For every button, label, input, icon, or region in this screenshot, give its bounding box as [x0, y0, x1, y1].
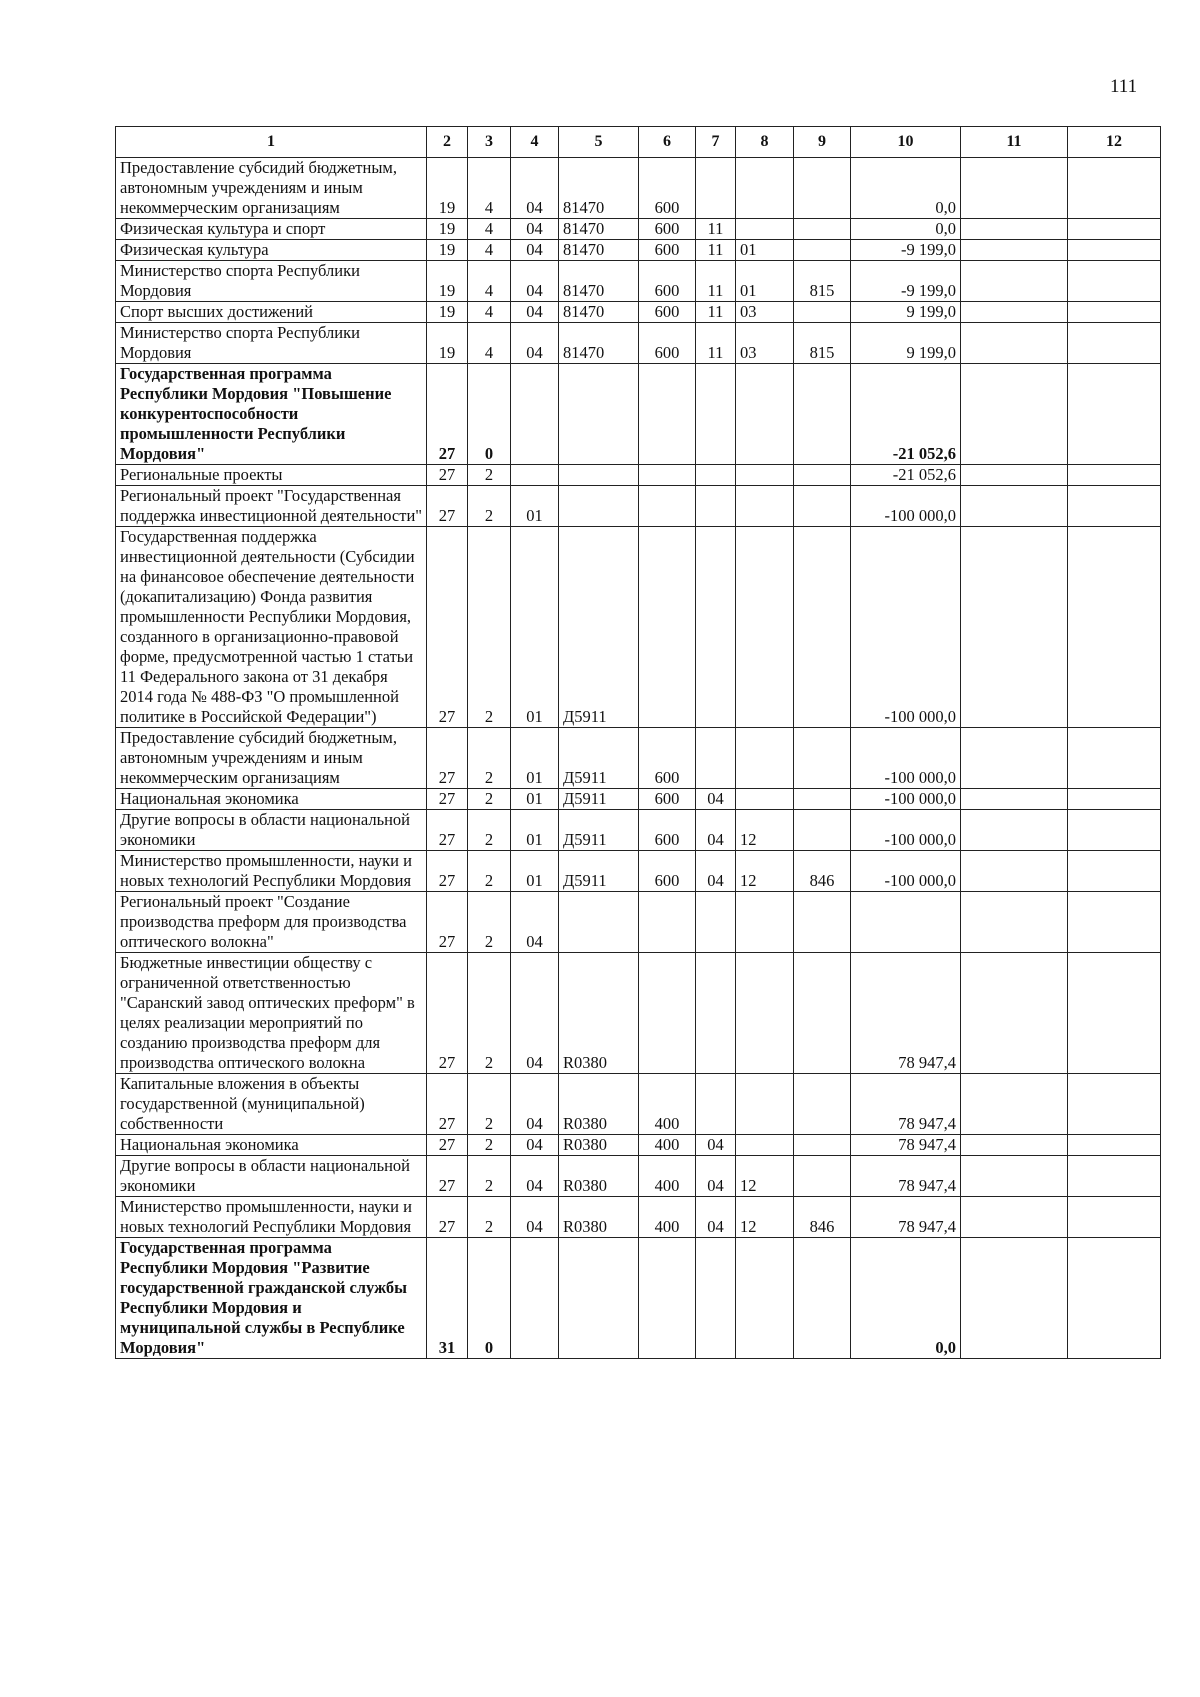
code-cell: 2 — [468, 1156, 511, 1197]
code-cell — [736, 1074, 794, 1135]
header-row — [116, 127, 1161, 158]
code-cell: 01 — [511, 789, 559, 810]
amount-cell — [961, 486, 1068, 527]
header-cell: 9 — [794, 127, 851, 158]
code-cell — [696, 953, 736, 1074]
code-cell — [511, 1238, 559, 1359]
code-cell — [639, 486, 696, 527]
header-cell: 11 — [961, 127, 1068, 158]
code-cell — [559, 1238, 639, 1359]
code-cell: 4 — [468, 240, 511, 261]
code-cell — [794, 219, 851, 240]
code-cell: 04 — [511, 323, 559, 364]
row-name-cell: Государственная программа Республики Мордовия "Развитие государственной гражданской службы Республики Мордовия и муниципальной службы в Республике Мордовия" — [116, 1238, 427, 1359]
code-cell — [736, 158, 794, 219]
row-name-cell: Предоставление субсидий бюджетным, автономным учреждениям и иным некоммерческим организациям — [116, 728, 427, 789]
code-cell: 03 — [736, 302, 794, 323]
code-cell — [736, 465, 794, 486]
code-cell — [696, 527, 736, 728]
code-cell: 04 — [696, 810, 736, 851]
amount-cell — [1068, 789, 1161, 810]
code-cell: 04 — [511, 1135, 559, 1156]
code-cell: R0380 — [559, 953, 639, 1074]
code-cell: 04 — [511, 240, 559, 261]
code-cell: 27 — [427, 728, 468, 789]
code-cell: 12 — [736, 851, 794, 892]
code-cell: 600 — [639, 851, 696, 892]
code-cell: 03 — [736, 323, 794, 364]
code-cell: 2 — [468, 1135, 511, 1156]
amount-cell — [961, 465, 1068, 486]
code-cell: 12 — [736, 1197, 794, 1238]
code-cell: 600 — [639, 302, 696, 323]
code-cell: 81470 — [559, 323, 639, 364]
code-cell: 27 — [427, 527, 468, 728]
amount-cell — [961, 810, 1068, 851]
table-row — [116, 219, 1161, 240]
code-cell: 19 — [427, 302, 468, 323]
code-cell: 01 — [511, 810, 559, 851]
code-cell: 600 — [639, 810, 696, 851]
code-cell: 815 — [794, 261, 851, 302]
page-number: 111 — [1110, 76, 1138, 97]
code-cell: 2 — [468, 810, 511, 851]
code-cell: 27 — [427, 1135, 468, 1156]
amount-cell: 9 199,0 — [851, 302, 961, 323]
code-cell — [511, 465, 559, 486]
amount-cell — [961, 1135, 1068, 1156]
table-row — [116, 1197, 1161, 1238]
code-cell — [696, 1238, 736, 1359]
amount-cell: -100 000,0 — [851, 486, 961, 527]
table-row — [116, 1074, 1161, 1135]
amount-cell — [1068, 240, 1161, 261]
table-row — [116, 240, 1161, 261]
code-cell: 400 — [639, 1074, 696, 1135]
code-cell — [794, 1238, 851, 1359]
code-cell: 81470 — [559, 261, 639, 302]
amount-cell — [1068, 465, 1161, 486]
code-cell: 19 — [427, 219, 468, 240]
code-cell — [639, 364, 696, 465]
code-cell: 27 — [427, 364, 468, 465]
code-cell: 2 — [468, 892, 511, 953]
code-cell: 27 — [427, 1074, 468, 1135]
amount-cell: 78 947,4 — [851, 1156, 961, 1197]
amount-cell — [961, 1238, 1068, 1359]
code-cell: 2 — [468, 465, 511, 486]
row-name-cell: Физическая культура и спорт — [116, 219, 427, 240]
budget-table — [115, 126, 1161, 1359]
code-cell: 19 — [427, 158, 468, 219]
code-cell: 04 — [696, 1135, 736, 1156]
code-cell — [736, 728, 794, 789]
amount-cell: -100 000,0 — [851, 789, 961, 810]
code-cell: 04 — [511, 219, 559, 240]
code-cell: 600 — [639, 261, 696, 302]
code-cell: Д5911 — [559, 527, 639, 728]
amount-cell — [961, 728, 1068, 789]
code-cell: 2 — [468, 953, 511, 1074]
row-name-cell: Министерство промышленности, науки и новых технологий Республики Мордовия — [116, 1197, 427, 1238]
amount-cell — [961, 1074, 1068, 1135]
code-cell — [639, 953, 696, 1074]
code-cell: 01 — [736, 261, 794, 302]
code-cell: 12 — [736, 1156, 794, 1197]
amount-cell — [961, 789, 1068, 810]
code-cell: Д5911 — [559, 789, 639, 810]
code-cell: 27 — [427, 892, 468, 953]
row-name-cell: Региональный проект "Государственная поддержка инвестиционной деятельности" — [116, 486, 427, 527]
amount-cell — [961, 364, 1068, 465]
code-cell — [736, 1135, 794, 1156]
code-cell — [736, 486, 794, 527]
code-cell: 19 — [427, 261, 468, 302]
code-cell — [794, 892, 851, 953]
code-cell: 2 — [468, 728, 511, 789]
code-cell: 600 — [639, 728, 696, 789]
code-cell: 27 — [427, 1156, 468, 1197]
code-cell: 27 — [427, 486, 468, 527]
row-name-cell: Спорт высших достижений — [116, 302, 427, 323]
table-body — [116, 158, 1161, 1359]
code-cell — [736, 219, 794, 240]
amount-cell — [1068, 364, 1161, 465]
table-row — [116, 953, 1161, 1074]
code-cell: 81470 — [559, 158, 639, 219]
code-cell — [794, 810, 851, 851]
row-name-cell: Другие вопросы в области национальной экономики — [116, 810, 427, 851]
code-cell: 815 — [794, 323, 851, 364]
row-name-cell: Национальная экономика — [116, 789, 427, 810]
amount-cell — [961, 323, 1068, 364]
table-row — [116, 1238, 1161, 1359]
code-cell: 400 — [639, 1135, 696, 1156]
code-cell — [696, 486, 736, 527]
code-cell: 11 — [696, 302, 736, 323]
code-cell — [736, 1238, 794, 1359]
code-cell — [639, 892, 696, 953]
code-cell — [696, 1074, 736, 1135]
code-cell: 4 — [468, 261, 511, 302]
code-cell: 04 — [696, 789, 736, 810]
code-cell: 2 — [468, 1197, 511, 1238]
amount-cell: -100 000,0 — [851, 728, 961, 789]
amount-cell: -9 199,0 — [851, 261, 961, 302]
code-cell — [639, 465, 696, 486]
table-row — [116, 728, 1161, 789]
code-cell — [639, 527, 696, 728]
code-cell: 4 — [468, 158, 511, 219]
amount-cell — [1068, 261, 1161, 302]
code-cell: 04 — [511, 158, 559, 219]
amount-cell: -100 000,0 — [851, 851, 961, 892]
code-cell — [794, 1156, 851, 1197]
table-row — [116, 789, 1161, 810]
amount-cell — [961, 1156, 1068, 1197]
code-cell: 11 — [696, 219, 736, 240]
code-cell: 19 — [427, 240, 468, 261]
row-name-cell: Национальная экономика — [116, 1135, 427, 1156]
row-name-cell: Министерство спорта Республики Мордовия — [116, 323, 427, 364]
row-name-cell: Министерство промышленности, науки и новых технологий Республики Мордовия — [116, 851, 427, 892]
amount-cell: 78 947,4 — [851, 953, 961, 1074]
header-cell: 5 — [559, 127, 639, 158]
code-cell: 27 — [427, 465, 468, 486]
amount-cell: 78 947,4 — [851, 1197, 961, 1238]
amount-cell — [1068, 1135, 1161, 1156]
code-cell — [559, 892, 639, 953]
header-cell: 1 — [116, 127, 427, 158]
code-cell: R0380 — [559, 1197, 639, 1238]
amount-cell — [1068, 527, 1161, 728]
code-cell: Д5911 — [559, 728, 639, 789]
code-cell: Д5911 — [559, 851, 639, 892]
amount-cell — [1068, 302, 1161, 323]
row-name-cell: Государственная поддержка инвестиционной деятельности (Субсидии на финансовое обеспечение деятельности (докапитализацию) Фонда развития промышленности Республики Мордовия, созданного в организационно-правовой форме, предусмотренной частью 1 статьи 11 Федерального закона от 31 декабря 2014 года № 488-ФЗ "О промышленной политике в Российской Федерации") — [116, 527, 427, 728]
amount-cell: 0,0 — [851, 158, 961, 219]
code-cell: 600 — [639, 789, 696, 810]
code-cell: Д5911 — [559, 810, 639, 851]
amount-cell — [1068, 1074, 1161, 1135]
code-cell: 12 — [736, 810, 794, 851]
code-cell — [696, 364, 736, 465]
table-row — [116, 486, 1161, 527]
amount-cell: 0,0 — [851, 1238, 961, 1359]
code-cell: 81470 — [559, 240, 639, 261]
amount-cell — [851, 892, 961, 953]
code-cell — [696, 158, 736, 219]
amount-cell: 0,0 — [851, 219, 961, 240]
table-row — [116, 465, 1161, 486]
amount-cell: 9 199,0 — [851, 323, 961, 364]
amount-cell — [961, 261, 1068, 302]
header-cell: 8 — [736, 127, 794, 158]
code-cell: 11 — [696, 240, 736, 261]
code-cell: 11 — [696, 261, 736, 302]
row-name-cell: Бюджетные инвестиции обществу с ограниченной ответственностью "Саранский завод оптических преформ" в целях реализации мероприятий по созданию производства преформ для производства оптического волокна — [116, 953, 427, 1074]
code-cell — [736, 953, 794, 1074]
row-name-cell: Государственная программа Республики Мордовия "Повышение конкурентоспособности промышленности Республики Мордовия" — [116, 364, 427, 465]
code-cell — [794, 953, 851, 1074]
code-cell — [511, 364, 559, 465]
code-cell: 2 — [468, 527, 511, 728]
amount-cell — [961, 219, 1068, 240]
code-cell: 04 — [511, 302, 559, 323]
code-cell: 04 — [511, 1156, 559, 1197]
code-cell — [559, 465, 639, 486]
amount-cell — [961, 892, 1068, 953]
code-cell: 600 — [639, 158, 696, 219]
code-cell — [696, 892, 736, 953]
code-cell — [736, 789, 794, 810]
code-cell: 846 — [794, 851, 851, 892]
code-cell — [696, 465, 736, 486]
code-cell: 04 — [511, 261, 559, 302]
row-name-cell: Региональный проект "Создание производства преформ для производства оптического волокна" — [116, 892, 427, 953]
code-cell: 19 — [427, 323, 468, 364]
code-cell — [736, 364, 794, 465]
code-cell: 846 — [794, 1197, 851, 1238]
amount-cell — [1068, 892, 1161, 953]
code-cell: 4 — [468, 302, 511, 323]
code-cell: 04 — [511, 1197, 559, 1238]
table-row — [116, 302, 1161, 323]
code-cell: 01 — [511, 728, 559, 789]
header-cell: 4 — [511, 127, 559, 158]
code-cell: 27 — [427, 789, 468, 810]
row-name-cell: Капитальные вложения в объекты государственной (муниципальной) собственности — [116, 1074, 427, 1135]
code-cell — [794, 486, 851, 527]
table-row — [116, 892, 1161, 953]
table-row — [116, 810, 1161, 851]
code-cell: 01 — [511, 851, 559, 892]
amount-cell — [1068, 953, 1161, 1074]
code-cell — [794, 302, 851, 323]
code-cell: 01 — [511, 527, 559, 728]
code-cell: 81470 — [559, 219, 639, 240]
header-cell: 3 — [468, 127, 511, 158]
amount-cell — [1068, 1238, 1161, 1359]
amount-cell — [1068, 158, 1161, 219]
table-row — [116, 1156, 1161, 1197]
code-cell: 04 — [696, 1197, 736, 1238]
code-cell — [794, 465, 851, 486]
code-cell: 600 — [639, 219, 696, 240]
code-cell: 400 — [639, 1197, 696, 1238]
row-name-cell: Предоставление субсидий бюджетным, автономным учреждениям и иным некоммерческим организациям — [116, 158, 427, 219]
header-cell: 10 — [851, 127, 961, 158]
code-cell: 01 — [511, 486, 559, 527]
amount-cell: -9 199,0 — [851, 240, 961, 261]
code-cell: 31 — [427, 1238, 468, 1359]
code-cell: 400 — [639, 1156, 696, 1197]
code-cell — [559, 364, 639, 465]
code-cell: R0380 — [559, 1074, 639, 1135]
code-cell — [639, 1238, 696, 1359]
code-cell: 600 — [639, 240, 696, 261]
table-row — [116, 158, 1161, 219]
table-row — [116, 851, 1161, 892]
table-row — [116, 261, 1161, 302]
amount-cell — [1068, 486, 1161, 527]
row-name-cell: Физическая культура — [116, 240, 427, 261]
code-cell: 01 — [736, 240, 794, 261]
code-cell: 2 — [468, 1074, 511, 1135]
table-row — [116, 364, 1161, 465]
amount-cell: 78 947,4 — [851, 1074, 961, 1135]
amount-cell — [1068, 1156, 1161, 1197]
code-cell — [696, 728, 736, 789]
amount-cell — [961, 1197, 1068, 1238]
amount-cell — [961, 851, 1068, 892]
table-row — [116, 323, 1161, 364]
amount-cell — [1068, 323, 1161, 364]
code-cell — [736, 892, 794, 953]
code-cell: R0380 — [559, 1135, 639, 1156]
amount-cell: -100 000,0 — [851, 810, 961, 851]
code-cell: 81470 — [559, 302, 639, 323]
code-cell: 04 — [511, 1074, 559, 1135]
code-cell — [736, 527, 794, 728]
code-cell: 2 — [468, 486, 511, 527]
code-cell — [794, 364, 851, 465]
code-cell: 04 — [511, 892, 559, 953]
code-cell — [794, 1135, 851, 1156]
table-row — [116, 1135, 1161, 1156]
code-cell: R0380 — [559, 1156, 639, 1197]
code-cell: 4 — [468, 219, 511, 240]
header-cell: 12 — [1068, 127, 1161, 158]
code-cell — [794, 789, 851, 810]
code-cell — [794, 527, 851, 728]
code-cell: 4 — [468, 323, 511, 364]
code-cell: 27 — [427, 953, 468, 1074]
code-cell: 27 — [427, 810, 468, 851]
row-name-cell: Региональные проекты — [116, 465, 427, 486]
amount-cell: -100 000,0 — [851, 527, 961, 728]
amount-cell: 78 947,4 — [851, 1135, 961, 1156]
amount-cell — [1068, 219, 1161, 240]
code-cell: 2 — [468, 851, 511, 892]
code-cell: 27 — [427, 1197, 468, 1238]
code-cell: 600 — [639, 323, 696, 364]
amount-cell: -21 052,6 — [851, 465, 961, 486]
code-cell — [794, 158, 851, 219]
code-cell — [794, 728, 851, 789]
amount-cell — [961, 240, 1068, 261]
row-name-cell: Министерство спорта Республики Мордовия — [116, 261, 427, 302]
code-cell: 04 — [511, 953, 559, 1074]
amount-cell — [961, 302, 1068, 323]
amount-cell — [1068, 1197, 1161, 1238]
amount-cell: -21 052,6 — [851, 364, 961, 465]
code-cell: 04 — [696, 1156, 736, 1197]
code-cell: 04 — [696, 851, 736, 892]
row-name-cell: Другие вопросы в области национальной экономики — [116, 1156, 427, 1197]
amount-cell — [961, 158, 1068, 219]
amount-cell — [961, 527, 1068, 728]
code-cell: 11 — [696, 323, 736, 364]
amount-cell — [1068, 851, 1161, 892]
amount-cell — [961, 953, 1068, 1074]
code-cell: 0 — [468, 364, 511, 465]
code-cell: 2 — [468, 789, 511, 810]
code-cell — [559, 486, 639, 527]
code-cell: 0 — [468, 1238, 511, 1359]
header-cell: 2 — [427, 127, 468, 158]
header-cell: 6 — [639, 127, 696, 158]
code-cell: 27 — [427, 851, 468, 892]
header-cell: 7 — [696, 127, 736, 158]
code-cell — [794, 1074, 851, 1135]
amount-cell — [1068, 728, 1161, 789]
code-cell — [794, 240, 851, 261]
amount-cell — [1068, 810, 1161, 851]
table-row — [116, 527, 1161, 728]
